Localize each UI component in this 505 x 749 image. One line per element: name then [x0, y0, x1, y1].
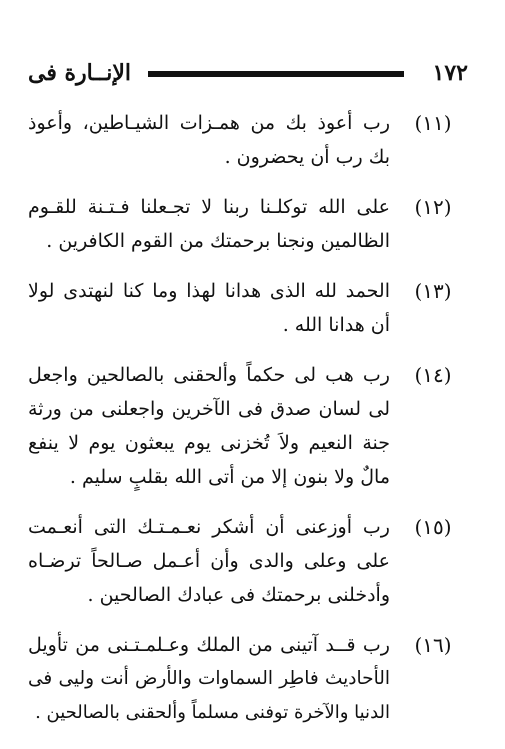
- entry-number: (١٢): [414, 195, 452, 219]
- entry-line: رب أعوذ بك من همـزات الشيـاطين، وأعوذ: [28, 112, 390, 134]
- entry-number: (١١): [414, 111, 452, 135]
- entry-line: الدنيا والآخرة توفنى مسلماً وألحقنى بالصالحين .: [35, 702, 390, 723]
- page-number: ١٧٢: [432, 60, 468, 86]
- entry-line: الظالمين ونجنا برحمتك من القوم الكافرين .: [46, 230, 390, 252]
- supplication-entry-13: [28, 274, 468, 342]
- supplication-entry-11: [28, 106, 468, 174]
- entry-line: وأدخلنى برحمتك فى عبادك الصالحين .: [87, 584, 390, 606]
- entry-number: (١٤): [414, 363, 452, 387]
- entry-line: على وعلى والدى وأن أعـمل صـالحاً ترضـاه: [28, 550, 390, 572]
- supplication-list: [28, 106, 468, 746]
- supplication-entry-12: [28, 190, 468, 258]
- entry-line: رب قــد آتينى من الملك وعـلمـتـنى من تأويل: [28, 634, 390, 656]
- supplication-entry-16: [28, 628, 468, 730]
- entry-number: (١٥): [414, 515, 452, 539]
- book-title: الإنــارة فى: [28, 60, 132, 86]
- entry-line: جنة النعيم ولاَ تُخزنى يوم يبعثون يوم لا ينفع: [28, 432, 390, 454]
- entry-line: على الله توكلـنا ربنا لا تجـعلنا فـتـنة للقـوم: [28, 196, 390, 218]
- entry-line: مالٌ ولا بنون إلا من أتى الله بقلبٍ سليم .: [69, 466, 390, 488]
- supplication-entry-15: [28, 510, 468, 612]
- running-header: [28, 58, 468, 92]
- entry-line: الحمد لله الذى هدانا لهذا وما كنا لنهتدى لولا: [28, 280, 390, 302]
- entry-line: لى لسان صدق فى الآخرين واجعلنى من ورثة: [28, 398, 390, 420]
- entry-line: رب هب لى حكماً وألحقنى بالصالحين واجعل: [28, 364, 390, 386]
- entry-line: الأحاديث فاطِر السماوات والأرض أنت وليى فى: [28, 668, 390, 689]
- entry-line: بك رب أن يحضرون .: [224, 146, 390, 168]
- header-rule: [148, 71, 404, 77]
- entry-line: أن هدانا الله .: [282, 314, 390, 336]
- supplication-entry-14: [28, 358, 468, 494]
- entry-number: (١٣): [414, 279, 452, 303]
- entry-number: (١٦): [414, 633, 452, 657]
- entry-line: رب أوزعنى أن أشكر نعـمـتـك التى أنعـمت: [28, 516, 390, 538]
